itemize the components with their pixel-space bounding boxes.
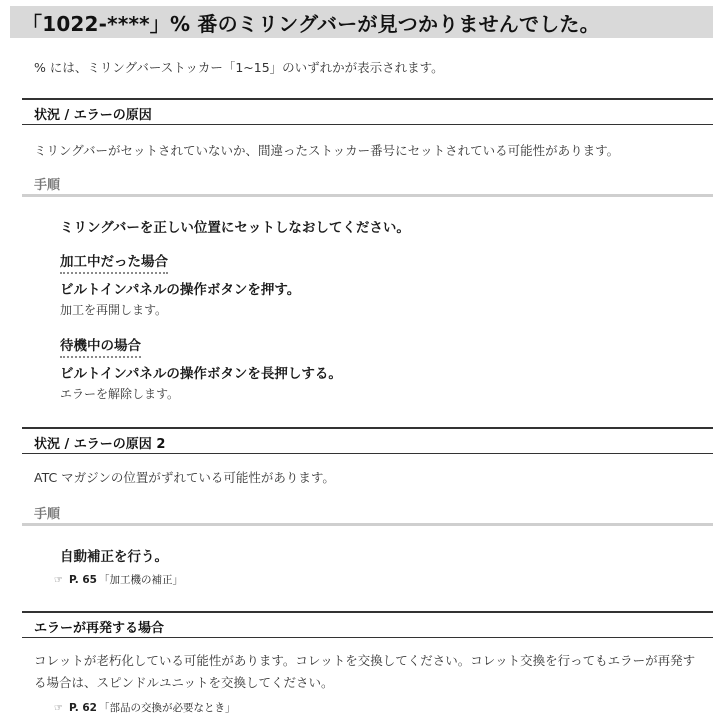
section-heading-label: 状況 / エラーの原因 [34, 108, 152, 123]
case-heading-standby: 待機中の場合 [60, 334, 141, 358]
section-heading-recurrence [22, 611, 713, 638]
reference-page-number: P. 65 [68, 574, 97, 586]
reference-page-number: P. 62 [68, 702, 97, 714]
procedure-heading-label: 手順 [34, 178, 61, 193]
procedure-heading-2 [22, 500, 713, 526]
case-heading-processing: 加工中だった場合 [60, 250, 168, 274]
section-heading-label: エラーが再発する場合 [34, 621, 165, 636]
procedure-heading [22, 171, 713, 197]
reference-title: 「加工機の補正」 [99, 574, 183, 586]
reference-pointer-icon: ☞ [54, 703, 63, 714]
procedure-step-2: 自動補正を行う。 [60, 549, 168, 565]
procedure-heading-label: 手順 [34, 507, 61, 522]
reference-pointer-icon: ☞ [54, 575, 63, 586]
case-result-standby: エラーを解除します。 [60, 387, 180, 401]
section-heading-cause-2 [22, 427, 713, 454]
page-title: 「1022-****」% 番のミリングバーが見つかりませんでした。 [22, 12, 600, 36]
cause-text-2: ATC マガジンの位置がずれている可能性があります。 [34, 470, 335, 485]
case-action-processing: ビルトインパネルの操作ボタンを押す。 [60, 282, 301, 298]
page-reference-parts[interactable] [54, 700, 236, 715]
recurrence-text: コレットが老朽化している可能性があります。コレットを交換してください。コレット交換を行ってもエラーが再発する場合は、スピンドルユニットを交換してください。 [34, 653, 696, 690]
section-heading-cause [22, 98, 713, 125]
page-reference-calibration[interactable] [54, 572, 183, 587]
case-action-standby: ビルトインパネルの操作ボタンを長押しする。 [60, 366, 342, 382]
section-heading-label: 状況 / エラーの原因 2 [34, 437, 166, 452]
procedure-step: ミリングバーを正しい位置にセットしなおしてください。 [60, 220, 410, 236]
case-result-processing: 加工を再開します。 [60, 303, 168, 317]
intro-text: % には、ミリングバーストッカー「1~15」のいずれかが表示されます。 [34, 60, 444, 75]
reference-title: 「部品の交換が必要なとき」 [99, 702, 236, 714]
cause-text: ミリングバーがセットされていないか、間違ったストッカー番号にセットされている可能性があります。 [34, 143, 620, 158]
